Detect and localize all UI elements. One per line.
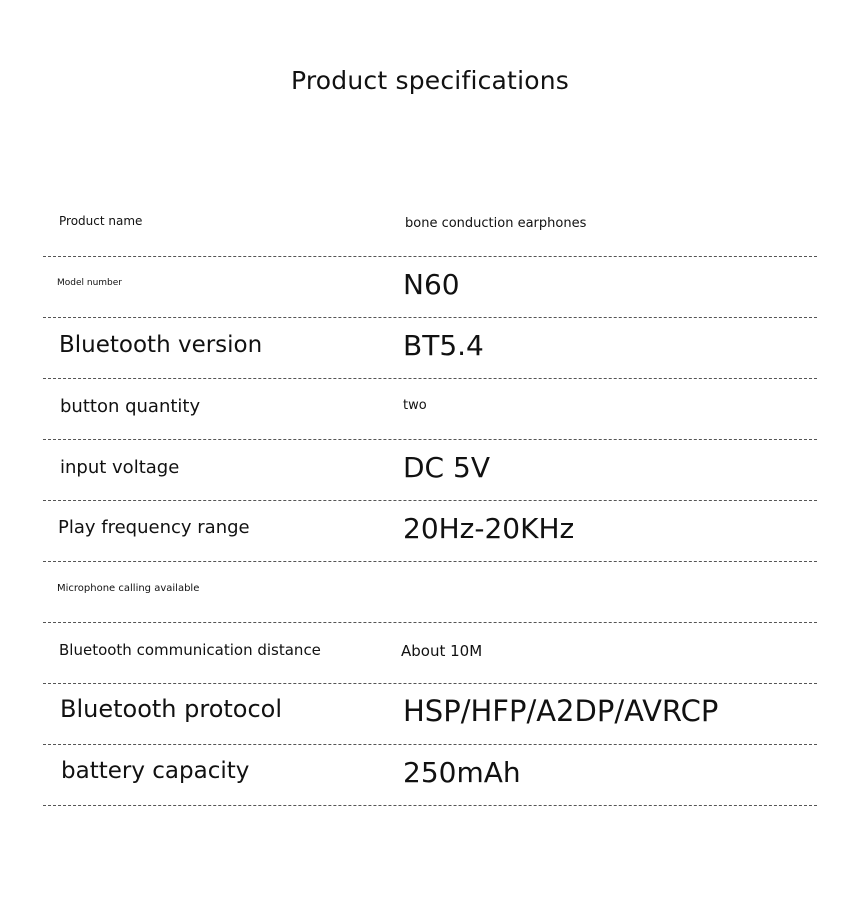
spec-value: 250mAh (403, 756, 521, 789)
spec-label: Product name (59, 214, 143, 228)
spec-value: N60 (403, 268, 460, 301)
spec-row-model-number (43, 257, 817, 318)
spec-row-play-frequency-range (43, 501, 817, 562)
spec-row-bluetooth-distance (43, 623, 817, 684)
spec-row-button-quantity (43, 379, 817, 440)
spec-value: two (403, 398, 427, 413)
spec-label: Bluetooth protocol (60, 695, 283, 723)
spec-label: Model number (57, 278, 123, 288)
spec-label: Microphone calling available (57, 583, 200, 594)
spec-value: bone conduction earphones (405, 216, 587, 231)
spec-label: button quantity (60, 396, 201, 417)
spec-row-bluetooth-protocol (43, 684, 817, 745)
spec-row-input-voltage (43, 440, 817, 501)
spec-value: BT5.4 (403, 329, 484, 362)
page-title: Product specifications (291, 66, 569, 95)
spec-row-bluetooth-version (43, 318, 817, 379)
spec-label: Play frequency range (58, 517, 250, 538)
spec-value: About 10M (401, 642, 483, 660)
spec-row-battery-capacity (43, 745, 817, 806)
spec-value: HSP/HFP/A2DP/AVRCP (403, 694, 719, 728)
spec-label: battery capacity (61, 758, 250, 784)
spec-label: input voltage (60, 457, 180, 478)
spec-label: Bluetooth communication distance (59, 641, 321, 659)
spec-value: 20Hz-20KHz (403, 512, 575, 545)
spec-table (43, 196, 817, 806)
spec-row-product-name (43, 196, 817, 257)
spec-row-microphone-calling (43, 562, 817, 623)
spec-value: DC 5V (403, 451, 490, 484)
spec-label: Bluetooth version (59, 332, 263, 358)
